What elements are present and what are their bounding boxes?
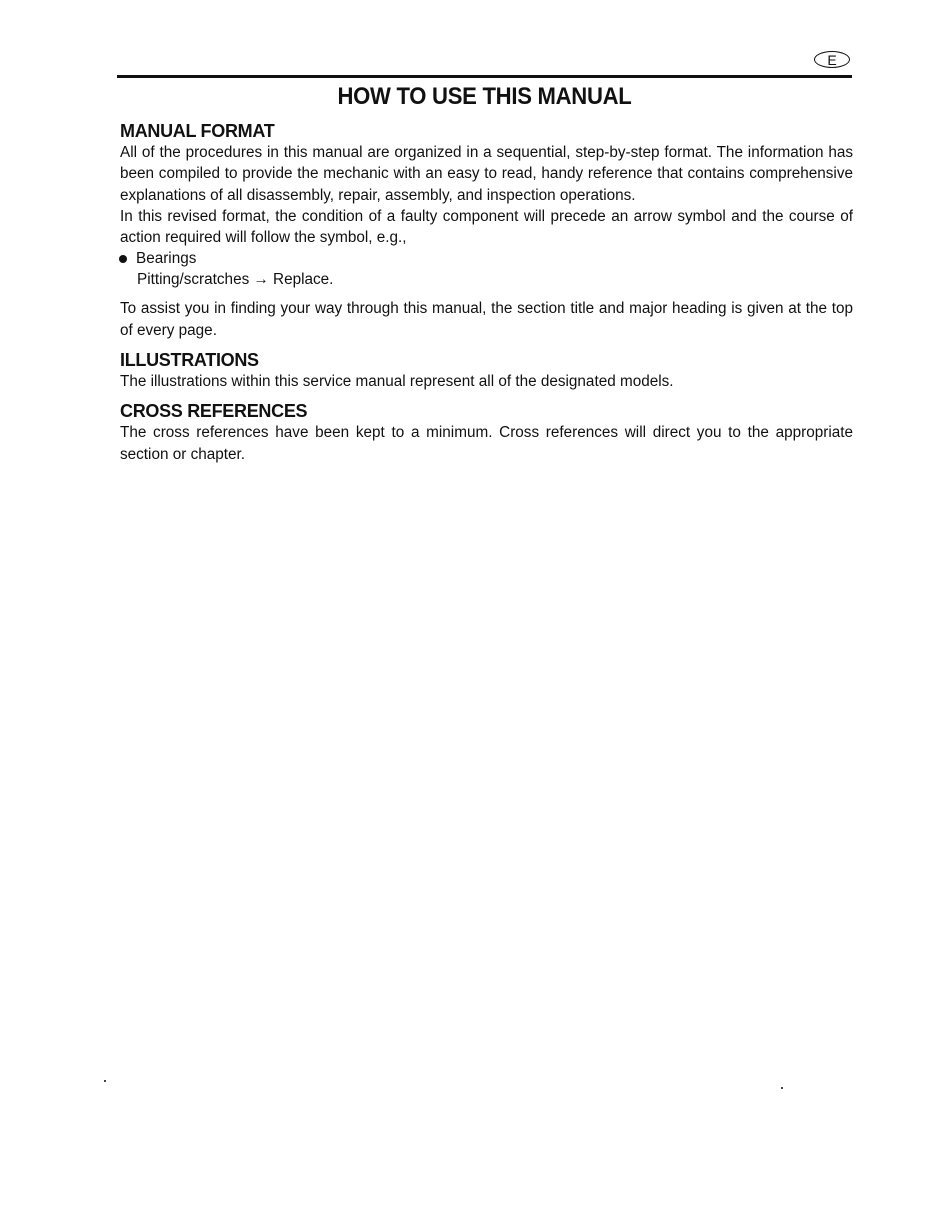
section-manual-format (120, 120, 853, 341)
section-illustrations (120, 349, 853, 392)
section-cross-references (120, 400, 853, 465)
section-heading: MANUAL FORMAT (120, 121, 275, 141)
page-content (120, 120, 853, 465)
scan-speck (781, 1087, 783, 1089)
language-badge-e: E (814, 51, 850, 68)
example-line: Pitting/scratches → Replace. (137, 271, 334, 289)
paragraph: To assist you in finding your way through this manual, the section title and major heading is given at the top of every page. (120, 300, 853, 339)
scan-speck (104, 1080, 106, 1082)
bullet-label: Bearings (136, 250, 197, 268)
example-bullet (120, 248, 853, 269)
section-heading: ILLUSTRATIONS (120, 350, 259, 371)
paragraph: The cross references have been kept to a minimum. Cross references will direct you to the appropriate section or chapter. (120, 424, 853, 463)
paragraph: All of the procedures in this manual are organized in a sequential, step-by-step format. The information has been compiled to provide the mechanic with an easy to read, handy reference that contains comprehensive explanations of all disassembly, repair, assembly, and inspection operations. (120, 144, 853, 204)
paragraph: The illustrations within this service manual represent all of the designated models. (120, 373, 674, 391)
header-rule (117, 75, 852, 78)
bullet-icon (119, 255, 127, 263)
paragraph: In this revised format, the condition of a faulty component will precede an arrow symbol and the course of action required will follow the symbol, e.g., (120, 207, 853, 247)
page-title: HOW TO USE THIS MANUAL (337, 83, 632, 110)
section-heading: CROSS REFERENCES (120, 401, 308, 422)
